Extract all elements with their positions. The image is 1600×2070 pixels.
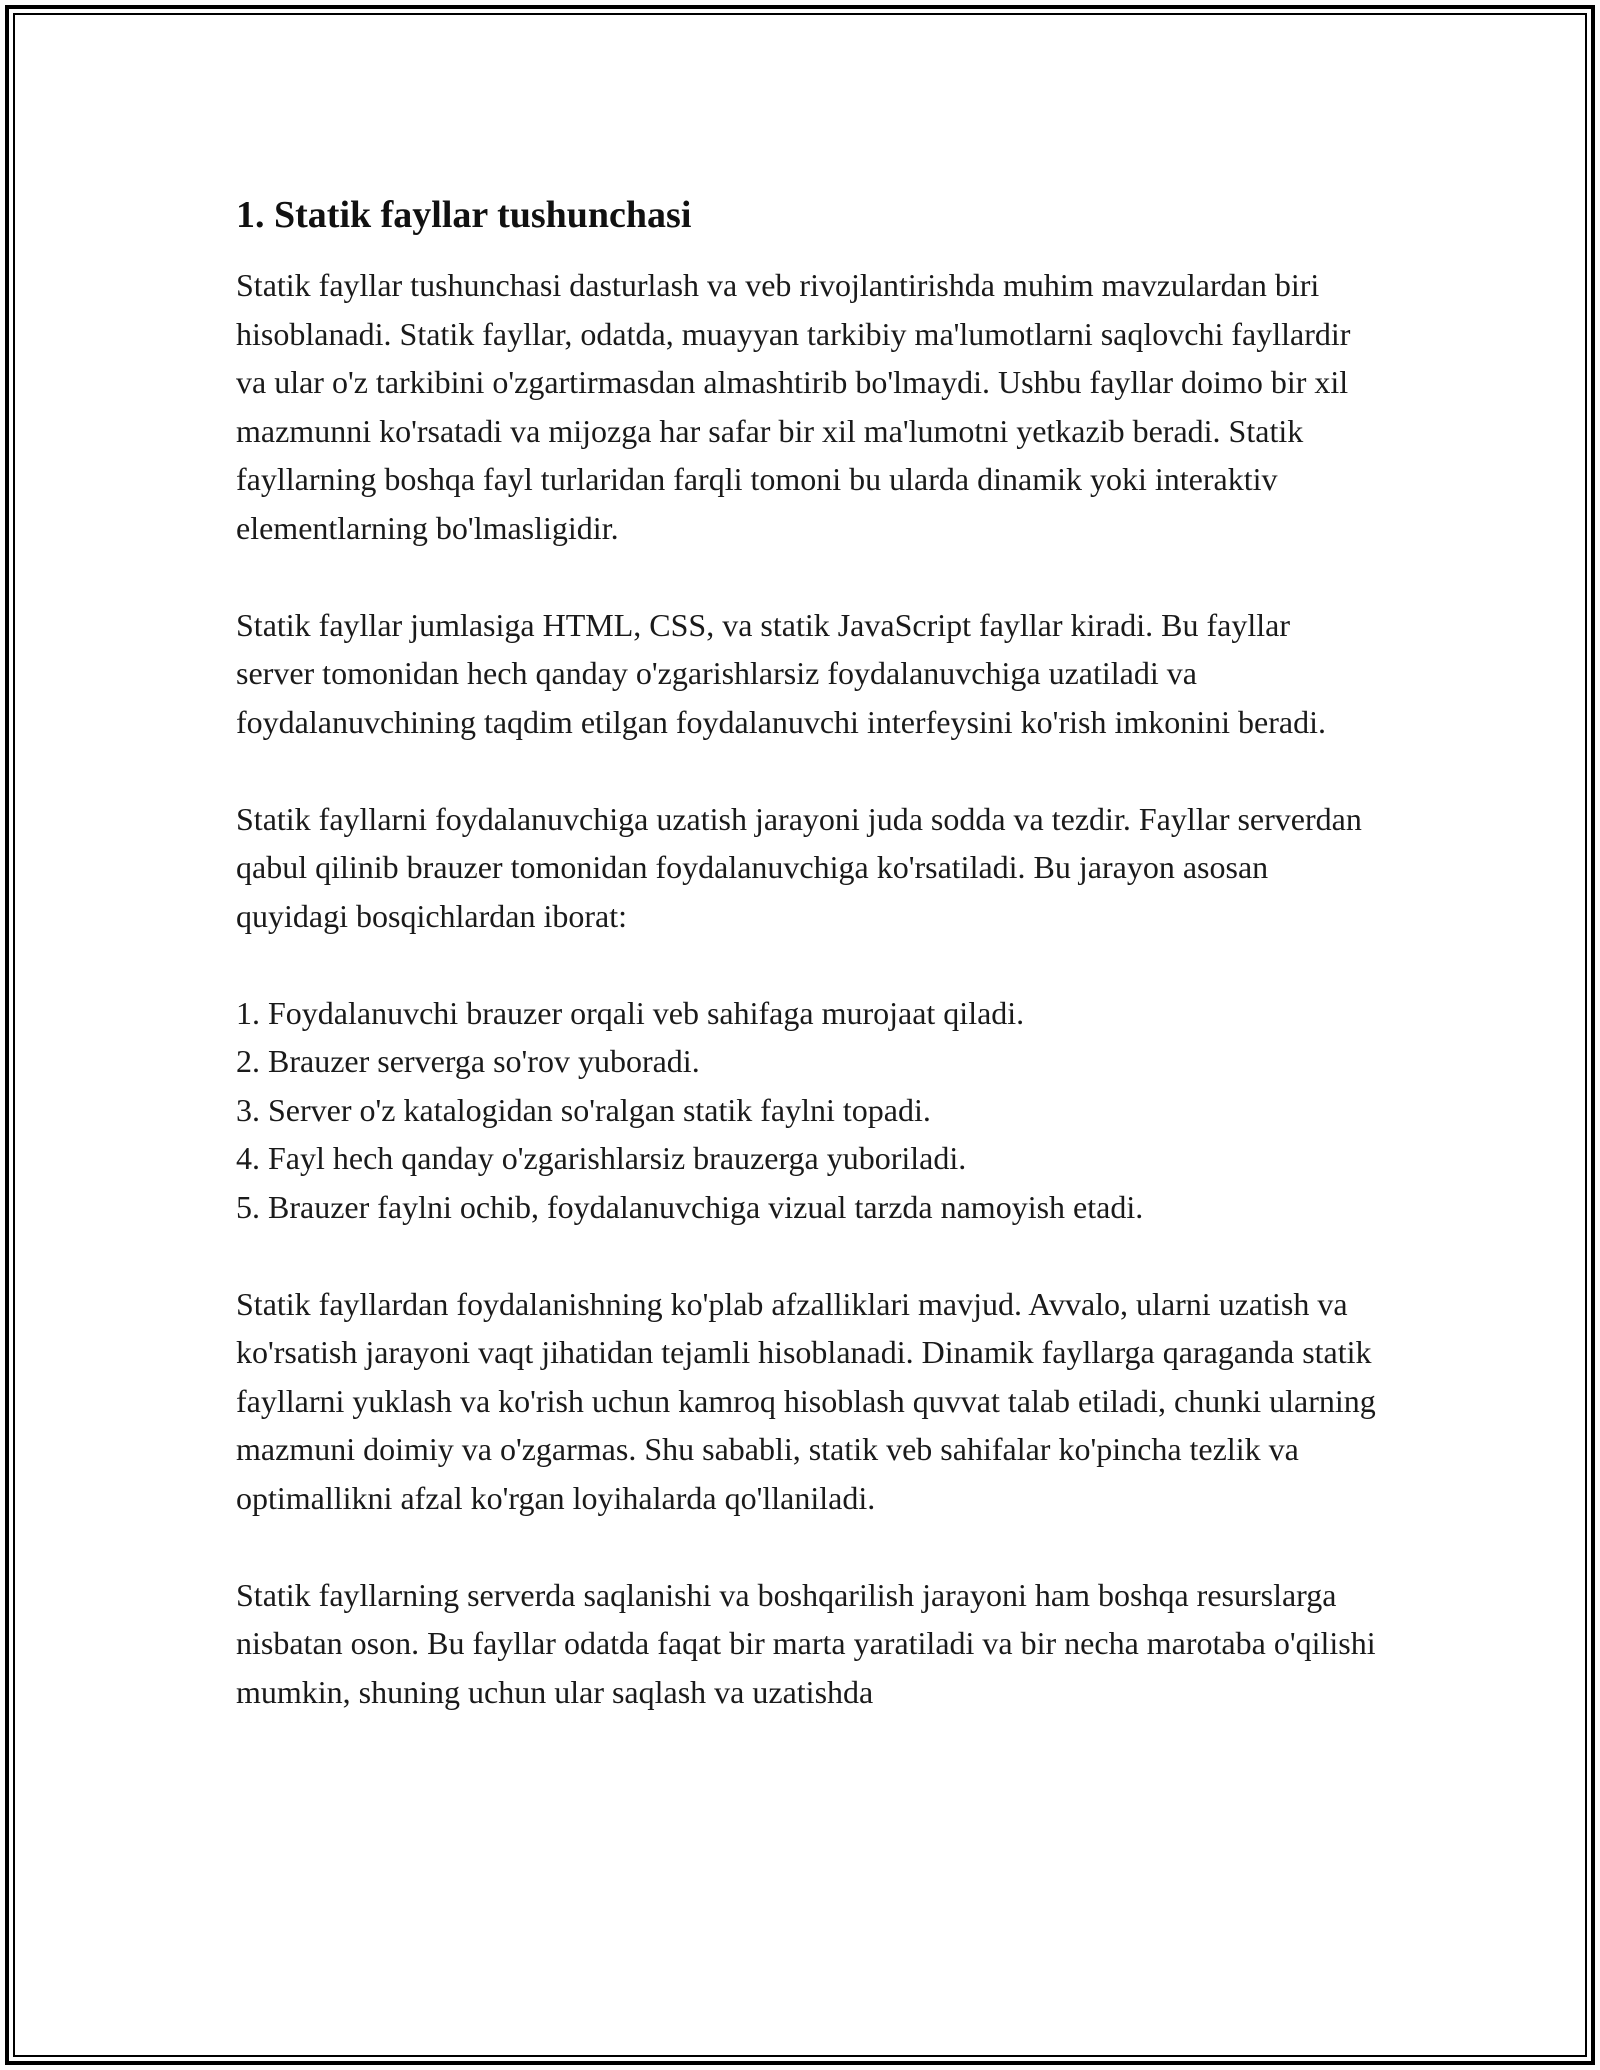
list-item: 4. Fayl hech qanday o'zgarishlarsiz brauzerga yuboriladi. bbox=[236, 1140, 967, 1176]
paragraph-storage: Statik fayllarning serverda saqlanishi va boshqarilish jarayoni ham boshqa resurslarga nisbatan oson. Bu fayllar odatda faqat bir marta yaratiladi va bir necha marotaba o'qilishi mumkin, shuning uchun ular saqlash va uzatishda bbox=[236, 1576, 1376, 1710]
paragraph-advantages: Statik fayllardan foydalanishning ko'plab afzalliklari mavjud. Avvalo, ularni uzatish va ko'rsatish jarayoni vaqt jihatidan tejamli hisoblanadi. Dinamik fayllarga qaraganda statik fayllarni yuklash va ko'rish uchun kamroq hisoblash quvvat talab etiladi, chunki ularning mazmuni doimiy va o'zgarmas. Shu sababli, statik veb sahifalar ko'pincha tezlik va optimallikni afzal ko'rgan loyihalarda qo'llaniladi. bbox=[236, 1285, 1376, 1516]
paragraph-process: Statik fayllarni foydalanuvchiga uzatish jarayoni juda sodda va tezdir. Fayllar serverdan qabul qilinib brauzer tomonidan foydalanuvchiga ko'rsatiladi. Bu jarayon asosan quyidagi bosqichlardan iborat: bbox=[236, 800, 1362, 934]
paragraph-file-types: Statik fayllar jumlasiga HTML, CSS, va statik JavaScript fayllar kiradi. Bu fayllar server tomonidan hech qanday o'zgarishlarsiz foydalanuvchiga uzatiladi va foydalanuvchining taqdim etilgan foydalanuvchi interfeysini ko'rish imkonini beradi. bbox=[236, 606, 1326, 740]
list-item: 5. Brauzer faylni ochib, foydalanuvchiga vizual tarzda namoyish etadi. bbox=[236, 1188, 1144, 1225]
paragraph-intro: Statik fayllar tushunchasi dasturlash va veb rivojlantirishda muhim mavzulardan biri hisoblanadi. Statik fayllar, odatda, muayyan tarkibiy ma'lumotlarni saqlovchi fayllardir va ular o'z tarkibini o'zgartirmasdan almashtirib bo'lmaydi. Ushbu fayllar doimo bir xil mazmunni ko'rsatadi va mijozga har safar bir xil ma'lumotni yetkazib beradi. Statik fayllarning boshqa fayl turlaridan farqli tomoni bu ularda dinamik yoki interaktiv elementlarning bo'lmasligidir. bbox=[236, 267, 1351, 546]
section-title: 1. Statik fayllar tushunchasi bbox=[236, 194, 692, 236]
list-item: 2. Brauzer serverga so'rov yuboradi. bbox=[236, 1043, 700, 1079]
document-body bbox=[236, 185, 1376, 1765]
list-item: 1. Foydalanuvchi brauzer orqali veb sahifaga murojaat qiladi. bbox=[236, 994, 1025, 1031]
process-steps-list bbox=[236, 989, 1376, 1232]
list-item: 3. Server o'z katalogidan so'ralgan statik faylni topadi. bbox=[236, 1091, 931, 1128]
